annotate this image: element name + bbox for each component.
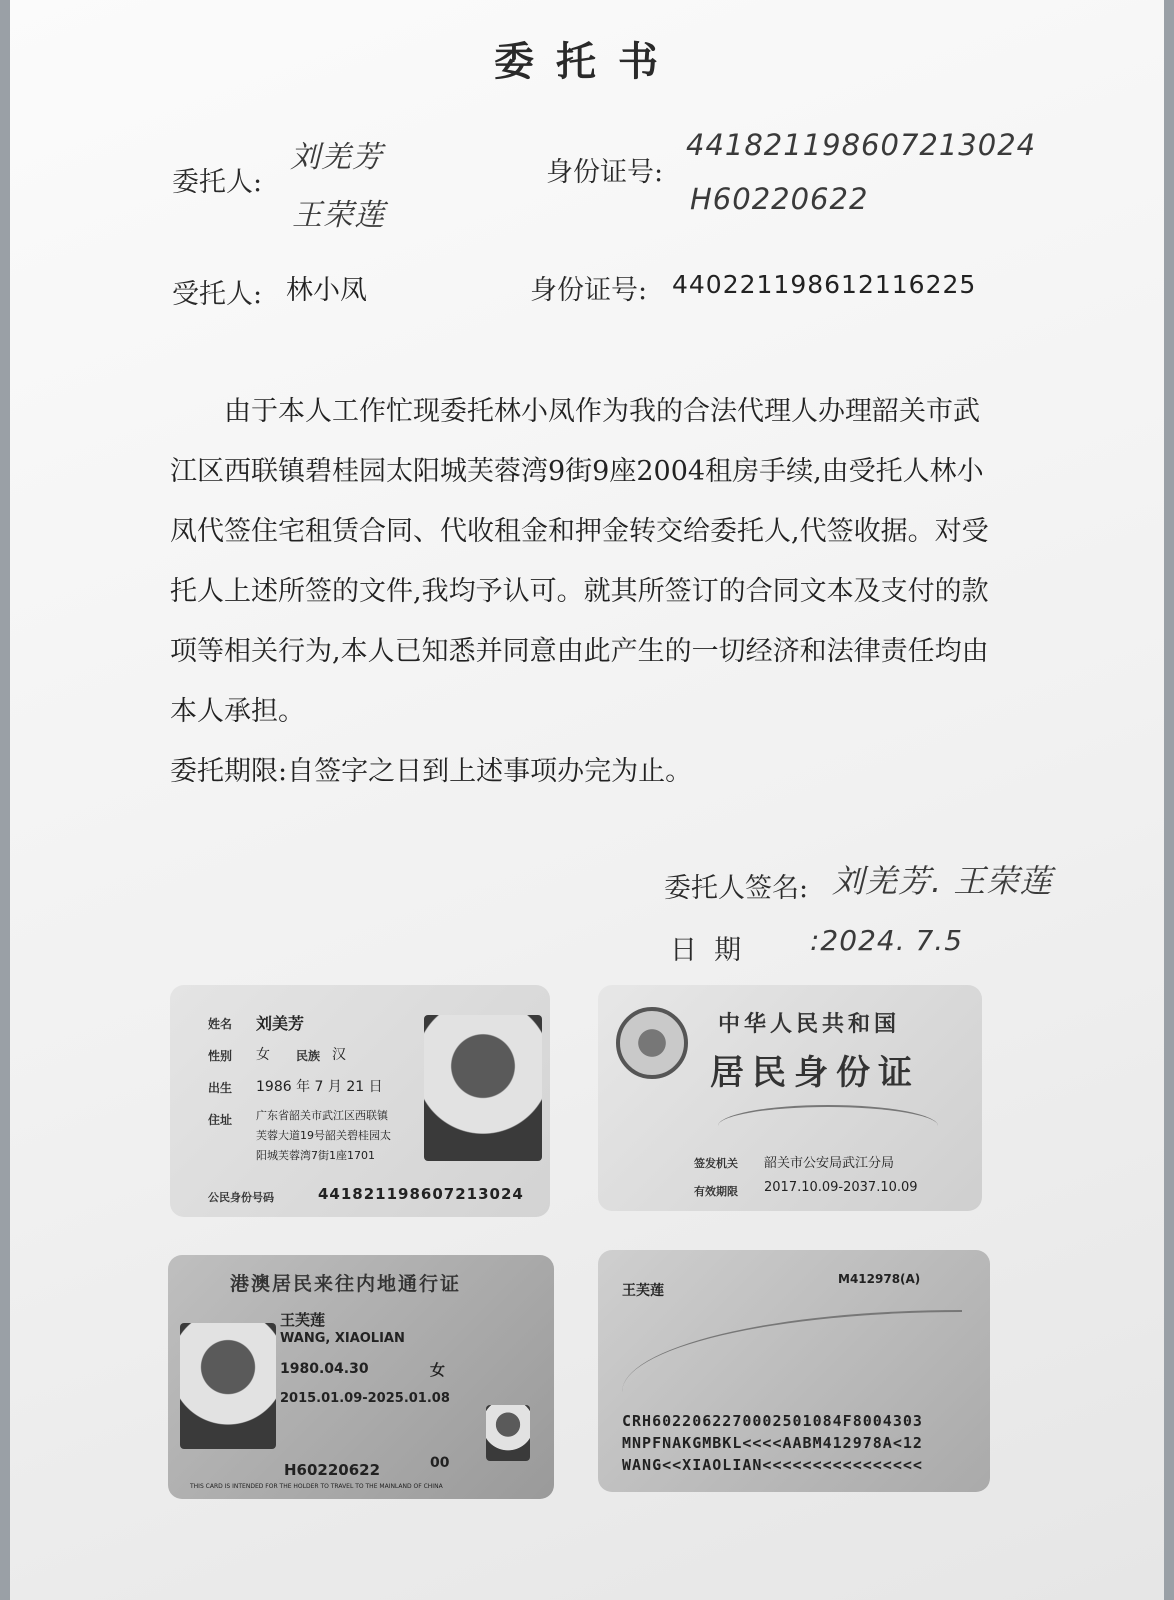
- validity-label: 有效期限: [694, 1185, 738, 1198]
- permit-number: H60220622: [284, 1461, 381, 1479]
- permit-back: [598, 1250, 990, 1492]
- mrz-line: MNPFNAKGMBKL<<<<AABM412978A<12: [622, 1434, 923, 1452]
- id-sex-label: 性别: [208, 1049, 233, 1063]
- document-title: 委托书: [494, 38, 680, 85]
- principal-name-2: 王荣莲: [292, 198, 385, 233]
- mrz-line: CRH6022062270002501084F8004303: [622, 1412, 923, 1430]
- permit-issue-count: 00: [430, 1455, 450, 1471]
- id-address-line: 芙蓉大道19号韶关碧桂园太: [256, 1129, 391, 1142]
- id-card-back: [598, 985, 982, 1211]
- signature-label: 委托人签名:: [664, 873, 809, 904]
- id-birth-label: 出生: [208, 1081, 233, 1095]
- principal-label: 委托人:: [172, 167, 263, 198]
- permit-back-code: M412978(A): [838, 1272, 921, 1286]
- great-wall-icon: [718, 1105, 938, 1147]
- permit-footer: THIS CARD IS INTENDED FOR THE HOLDER TO TRAVEL TO THE MAINLAND OF CHINA: [190, 1483, 443, 1490]
- id-number-label: 公民身份号码: [208, 1191, 274, 1204]
- agent-id-label: 身份证号:: [530, 275, 648, 306]
- id-address-line: 广东省韶关市武江区西联镇: [256, 1109, 388, 1122]
- permit-back-name: 王芙莲: [622, 1283, 664, 1299]
- authority: 韶关市公安局武江分局: [764, 1156, 895, 1171]
- permit-sex: 女: [430, 1361, 446, 1379]
- permit-photo-icon: [180, 1323, 276, 1449]
- agent-label: 受托人:: [172, 279, 263, 310]
- agent-name: 林小凤: [286, 275, 367, 306]
- permit-name-cn: 王芙莲: [280, 1311, 326, 1329]
- id-ethnic: 汉: [332, 1047, 346, 1063]
- portrait-photo-icon: [424, 1015, 542, 1161]
- id-sex: 女: [256, 1047, 270, 1063]
- permit-small-photo-icon: [486, 1405, 530, 1461]
- id-birth: 1986 年 7 月 21 日: [256, 1079, 383, 1095]
- id-card-front: [170, 985, 550, 1217]
- authority-label: 签发机关: [694, 1157, 738, 1170]
- principal-id-1: 441821198607213024: [686, 128, 1037, 162]
- principal-id-label: 身份证号:: [546, 157, 664, 188]
- date-value: :2024. 7.5: [810, 924, 964, 957]
- document-page: [10, 0, 1164, 1600]
- permit-title: 港澳居民来往内地通行证: [230, 1273, 462, 1295]
- id-country: 中华人民共和国: [718, 1012, 901, 1037]
- id-ethnic-label: 民族: [296, 1049, 321, 1063]
- term-line: 委托期限:自签字之日到上述事项办完为止。: [170, 756, 693, 787]
- mrz-line: WANG<<XIAOLIAN<<<<<<<<<<<<<<<<: [622, 1456, 923, 1474]
- signature-handwriting: 刘羌芳. 王荣莲: [832, 862, 1053, 900]
- permit-validity: 2015.01.09-2025.01.08: [280, 1391, 450, 1406]
- validity: 2017.10.09-2037.10.09: [764, 1180, 918, 1195]
- body-text: [170, 382, 990, 802]
- permit-birth: 1980.04.30: [280, 1361, 369, 1377]
- body-paragraph: 由于本人工作忙现委托林小凤作为我的合法代理人办理韶关市武江区西联镇碧桂园太阳城芙蓉湾9街9座2004租房手续,由受托人林小凤代签住宅租赁合同、代收租金和押金转交给委托人,代签收据。对受托人上述所签的文件,我均予认可。就其所签订的合同文本及支付的款项等相关行为,本人已知悉并同意由此产生的一切经济和法律责任均由本人承担。: [170, 396, 989, 727]
- id-name-label: 姓名: [208, 1017, 233, 1031]
- national-emblem-icon: [616, 1007, 688, 1079]
- id-address-label: 住址: [208, 1113, 233, 1127]
- principal-name-1: 刘羌芳: [290, 140, 383, 175]
- id-address-line: 阳城芙蓉湾7街1座1701: [256, 1149, 375, 1162]
- id-number: 441821198607213024: [318, 1185, 524, 1203]
- permit-name-en: WANG, XIAOLIAN: [280, 1331, 405, 1346]
- bridge-icon: [622, 1310, 962, 1392]
- id-name: 刘美芳: [256, 1014, 305, 1033]
- permit-front: [168, 1255, 554, 1499]
- principal-id-2: H60220622: [690, 182, 869, 216]
- agent-id: 440221198612116225: [672, 270, 977, 299]
- id-card-title: 居民身份证: [710, 1053, 920, 1093]
- date-label: 日 期: [670, 935, 742, 966]
